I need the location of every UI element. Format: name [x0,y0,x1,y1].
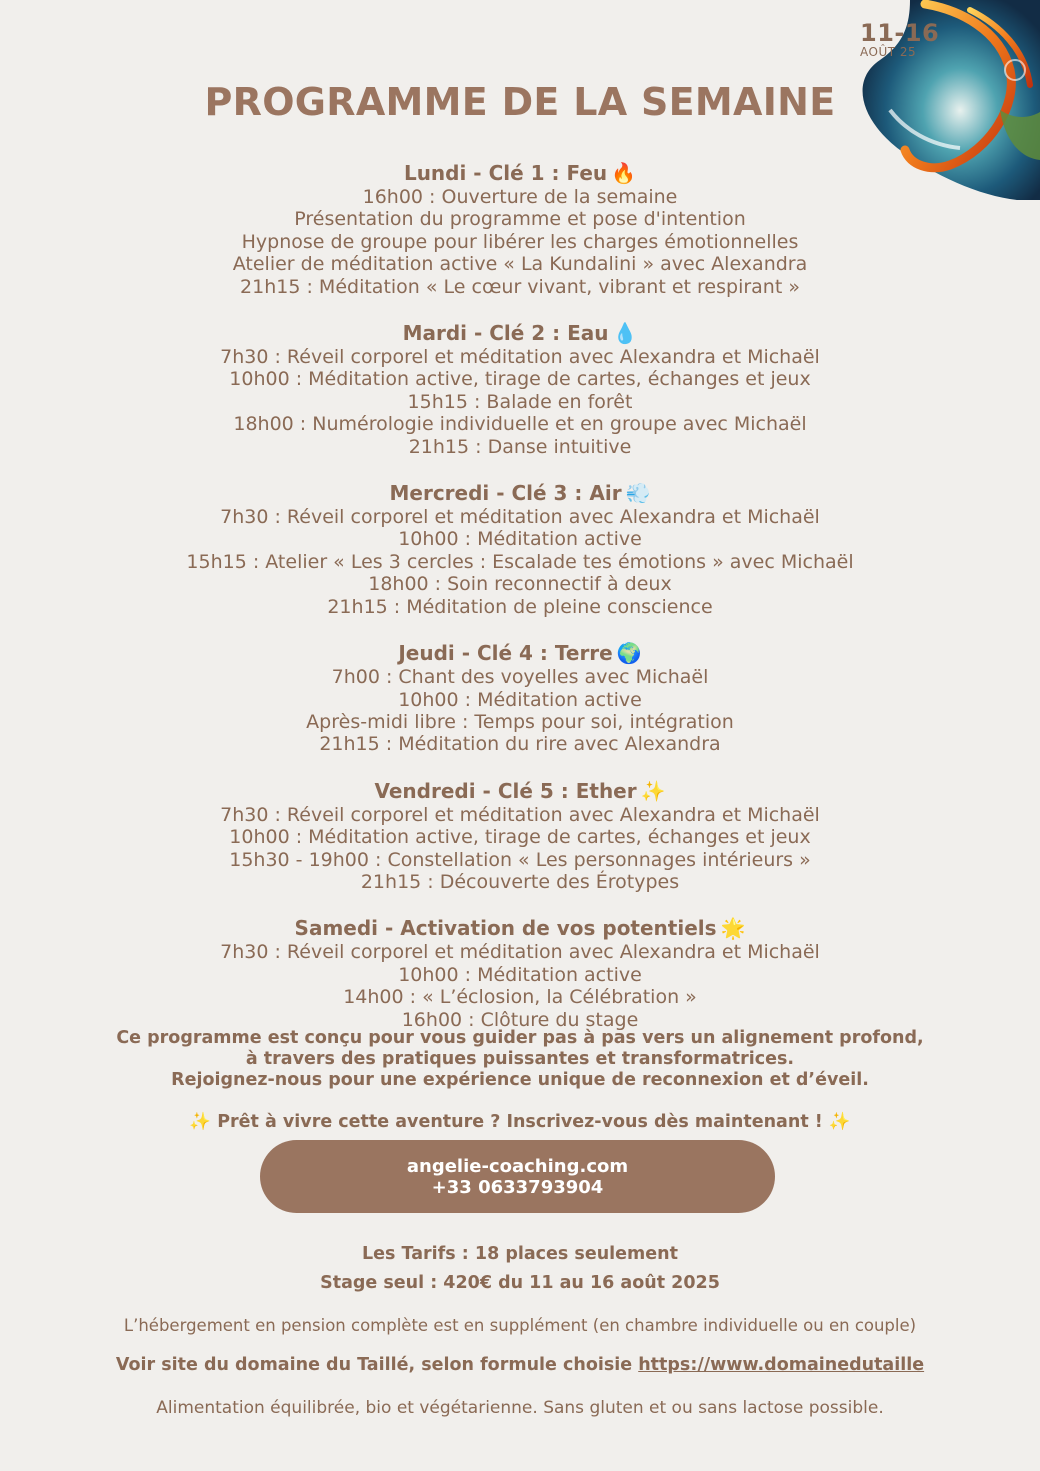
star-icon: 🌟 [720,916,746,941]
contact-button[interactable] [260,1140,775,1213]
fire-icon: 🔥 [611,161,637,185]
schedule-line: 21h15 : Méditation du rire avec Alexandra [319,733,721,756]
day-title-text: Lundi - Clé 1 : Feu [403,161,608,185]
schedule-line: 15h15 : Atelier « Les 3 cercles : Escalade tes émotions » avec Michaël [186,550,854,573]
food-note: Alimentation équilibrée, bio et végétarienne. Sans gluten et ou sans lactose possible. [156,1398,884,1418]
closing-line: à travers des pratiques puissantes et transformatrices. [245,1049,795,1069]
day-title [0,640,1040,666]
page-title: PROGRAMME DE LA SEMAINE [204,80,836,124]
weekly-program [0,160,1040,1053]
sparkles-icon: ✨ [640,778,666,803]
schedule-line: 21h15 : Découverte des Érotypes [360,870,680,893]
domain-site-text: Voir site du domaine du Taillé, selon formule choisie [115,1355,639,1375]
schedule-line: 10h00 : Méditation active [398,688,642,711]
phone-number[interactable]: +33 0633793904 [431,1176,604,1198]
day-title [0,160,1040,186]
pricing-section [0,1240,1040,1298]
day-block-lundi [0,160,1040,298]
schedule-line: 16h00 : Clôture du stage [401,1008,639,1031]
schedule-line: 10h00 : Méditation active [398,963,642,986]
day-block-samedi [0,915,1040,1031]
pricing-places: Les Tarifs : 18 places seulement [362,1244,678,1264]
schedule-line: Après-midi libre : Temps pour soi, intégration [306,710,734,733]
date-range: 11-16 [860,19,940,47]
schedule-line: 21h15 : Méditation « Le cœur vivant, vibrant et respirant » [240,275,800,298]
day-title-text: Vendredi - Clé 5 : Ether [374,778,637,803]
schedule-line: 14h00 : « L’éclosion, la Célébration » [343,986,697,1009]
accommodation-note: L’hébergement en pension complète est en supplément (en chambre individuelle ou en couple) [123,1316,917,1335]
domain-site-note [0,1355,1040,1375]
sparkles-icon: ✨ [189,1112,212,1132]
date-badge [860,20,939,58]
website-link[interactable]: angelie-coaching.com [406,1155,629,1177]
date-month: AOÛT 25 [860,45,917,59]
schedule-line: Atelier de méditation active « La Kundalini » avec Alexandra [232,253,808,276]
sparkles-icon: ✨ [828,1112,851,1132]
schedule-line: 15h30 - 19h00 : Constellation « Les personnages intérieurs » [229,848,811,871]
schedule-line: 18h00 : Soin reconnectif à deux [368,573,672,596]
schedule-line: 7h30 : Réveil corporel et méditation avec Alexandra et Michaël [220,803,820,826]
schedule-line: 7h30 : Réveil corporel et méditation avec Alexandra et Michaël [220,941,820,964]
day-block-jeudi [0,640,1040,756]
schedule-line: 7h00 : Chant des voyelles avec Michaël [331,666,709,689]
day-block-mardi [0,320,1040,458]
day-title-text: Mercredi - Clé 3 : Air [389,481,622,506]
schedule-line: 21h15 : Danse intuitive [408,435,632,458]
day-title [0,320,1040,346]
call-to-action [0,1112,1040,1132]
schedule-line: 7h30 : Réveil corporel et méditation avec Alexandra et Michaël [220,506,820,529]
schedule-line: 18h00 : Numérologie individuelle et en groupe avec Michaël [233,413,807,436]
schedule-line: 21h15 : Méditation de pleine conscience [327,595,713,618]
wind-icon: 💨 [625,481,651,506]
day-block-vendredi [0,778,1040,894]
schedule-line: 10h00 : Méditation active, tirage de cartes, échanges et jeux [229,826,811,849]
closing-paragraph [0,1028,1040,1091]
closing-line: Ce programme est conçu pour vous guider pas à pas vers un alignement profond, [116,1028,924,1048]
schedule-line: 10h00 : Méditation active [398,528,642,551]
pricing-price: Stage seul : 420€ du 11 au 16 août 2025 [320,1273,720,1293]
day-title [0,778,1040,804]
day-title [0,480,1040,506]
schedule-line: 15h15 : Balade en forêt [407,390,633,413]
schedule-line: Hypnose de groupe pour libérer les charges émotionnelles [241,230,799,253]
water-drop-icon: 💧 [612,321,638,346]
schedule-line: 10h00 : Méditation active, tirage de cartes, échanges et jeux [229,368,811,391]
day-title-text: Samedi - Activation de vos potentiels [294,916,717,941]
closing-line: Rejoignez-nous pour une expérience unique de reconnexion et d’éveil. [171,1070,869,1090]
cta-text: Prêt à vivre cette aventure ? Inscrivez-vous dès maintenant ! [217,1112,823,1132]
schedule-line: 16h00 : Ouverture de la semaine [362,186,678,208]
day-title-text: Jeudi - Clé 4 : Terre [398,641,613,666]
globe-icon: 🌍 [616,641,642,666]
schedule-line: Présentation du programme et pose d'intention [294,208,746,231]
day-title [0,915,1040,941]
domain-site-link[interactable]: https://www.domainedutaille [638,1355,925,1375]
day-title-text: Mardi - Clé 2 : Eau [402,321,609,346]
day-block-mercredi [0,480,1040,618]
schedule-line: 7h30 : Réveil corporel et méditation avec Alexandra et Michaël [220,346,820,369]
